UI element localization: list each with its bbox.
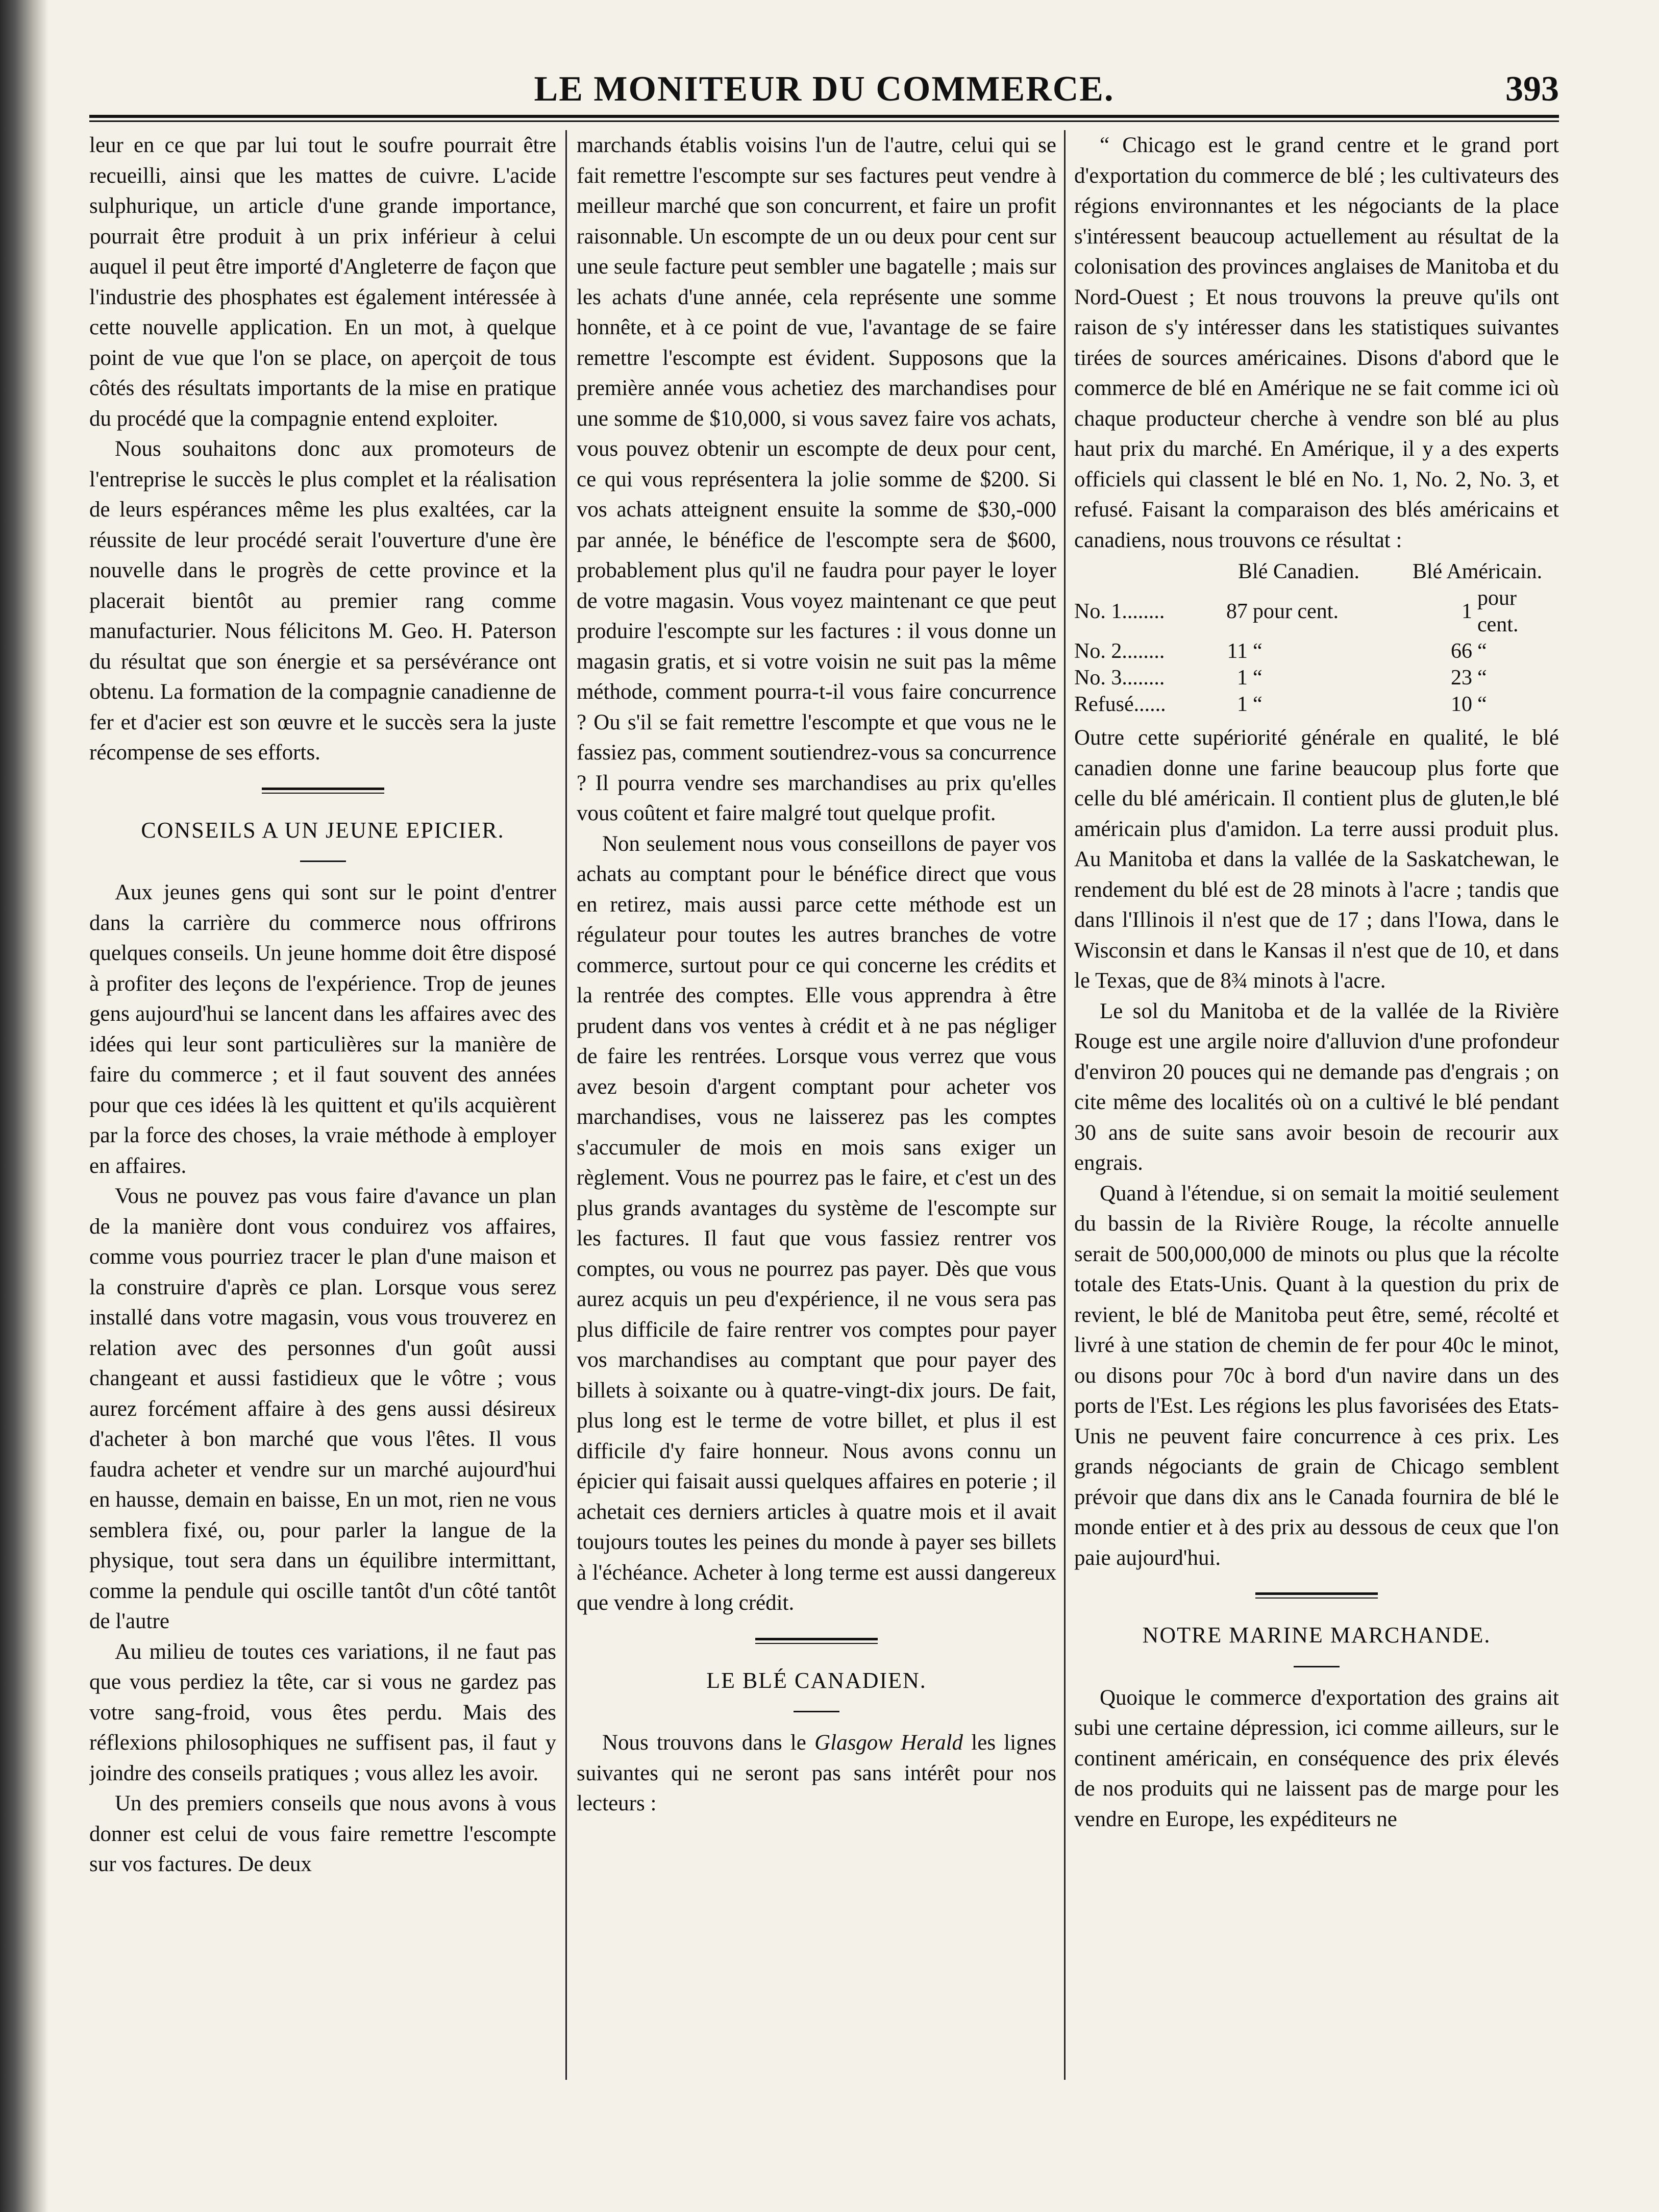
- text-run: minots à l'acre.: [1248, 969, 1386, 993]
- scanned-page-edge: [0, 0, 48, 2212]
- grain-table-body: [1074, 585, 1559, 718]
- page-number: 393: [1505, 69, 1559, 109]
- text-run: les lignes suivantes qui ne seront pas sans intérêt pour nos lecteurs :: [577, 1731, 1056, 1815]
- american-unit: “: [1477, 666, 1487, 690]
- canadian-value: 1: [1237, 693, 1248, 716]
- paragraph: Nous souhaitons donc aux promoteurs de l'entreprise le succès le plus complet et la réalisation de leurs espérances même les plus exaltées, car la réussite de leur procédé serait l'ouverture d'une ère nouvelle dans le progrès de cette province et la placerait bientôt au premier rang comme manufacturier. Nous félicitons M. Geo. H. Paterson du résultat que son énergie et sa persévérance ont obtenu. La formation de la compagnie canadienne de fer et d'acier est son œuvre et le succès sera la juste récompense de ses efforts.: [89, 437, 556, 765]
- column-divider: [1064, 130, 1066, 2080]
- text-run: Nous trouvons dans le: [602, 1731, 815, 1755]
- row-label: No. 2........: [1074, 640, 1165, 663]
- row-label: No. 3........: [1074, 666, 1165, 690]
- section-rule: [262, 788, 384, 794]
- canadian-value: 87: [1226, 600, 1248, 623]
- american-value: 10: [1451, 693, 1472, 716]
- table-header-spacer: [1074, 558, 1202, 585]
- american-unit: “: [1477, 640, 1487, 663]
- article-heading-block: [1074, 1592, 1559, 1667]
- row-label: Refusé......: [1074, 693, 1166, 716]
- paragraph: [1074, 723, 1559, 996]
- paragraph: Quand à l'étendue, si on semait la moitié seulement du bassin de la Rivière Rouge, la récolte annuelle serait de 500,000,000 de minots ou plus que la récolte totale des Etats-Unis. Quant à la question du prix de revient, le blé de Manitoba peut être, semé, récolté et livré à une station de chemin de fer pour 40c le minot, ou disons pour 70c à bord d'un navire dans un des ports de l'Est. Les régions les plus favorisées des Etats-Unis ne peuvent faire concurrence à ces prix. Les grands négociants de grain de Chicago semblent prévoir que dans dix ans le Canada fournira de blé le monde entier et à des prix au dessous de ceux que l'on paie aujourd'hui.: [1074, 1181, 1559, 1570]
- american-unit: pour cent.: [1477, 586, 1519, 636]
- table-row: [1074, 691, 1559, 718]
- fraction: 8¾: [1220, 969, 1248, 993]
- canadian-unit: “: [1253, 666, 1262, 690]
- paragraph: Au milieu de toutes ces variations, il ne faut pas que vous perdiez la tête, car si vous ne gardez pas votre sang-froid, vous êtes perdu. Mais des réflexions philosophiques ne suffisent pas, il faut y joindre des conseils pratiques ; vous allez les avoir.: [89, 1639, 556, 1785]
- column-divider: [565, 130, 567, 2080]
- heading-rule: [794, 1711, 839, 1712]
- paragraph: Le sol du Manitoba et de la vallée de la Rivière Rouge est une argile noire d'alluvion d'une profondeur d'environ 20 pouces qui ne demande pas d'engrais ; on cite même des localités où on a cultivé le blé pendant 30 ans de suite sans avoir besoin de recourir aux engrais.: [1074, 999, 1559, 1175]
- table-header-row: [1074, 558, 1559, 585]
- american-unit: “: [1477, 693, 1487, 716]
- heading-rule: [1294, 1666, 1340, 1667]
- column-middle: [577, 130, 1056, 2080]
- heading-rule: [300, 861, 346, 862]
- canadian-unit: “: [1253, 693, 1262, 716]
- paragraph: Aux jeunes gens qui sont sur le point d'entrer dans la carrière du commerce nous offrirons quelques conseils. Un jeune homme doit être disposé à profiter des leçons de l'expérience. Trop de jeunes gens aujourd'hui se lancent dans les affaires avec des idées qui leur sont particulières sur la manière de faire du commerce ; et il faut souvent des années pour que ces idées là les quittent et qu'ils acquièrent par la force des choses, la vraie méthode à employer en affaires.: [89, 880, 556, 1178]
- canadian-unit: pour cent.: [1253, 600, 1339, 623]
- table-row: [1074, 665, 1559, 691]
- paragraph: Quoique le commerce d'exportation des grains ait subi une certaine dépression, ici comme ailleurs, sur le continent américain, en conséquence des prix élevés de nos produits qui ne laissent pas de marge pour les vendre en Europe, les expéditeurs ne: [1074, 1685, 1559, 1831]
- header-rule: [89, 115, 1559, 122]
- table-row: [1074, 638, 1559, 665]
- paragraph: Vous ne pouvez pas vous faire d'avance un plan de la manière dont vous conduirez vos affaires, comme vous pourriez tracer le plan d'une maison et la construire d'après ce plan. Lorsque vous serez installé dans votre magasin, vous vous trouverez en relation avec des personnes d'un goût aussi changeant et aussi fastidieux que le vôtre ; vous aurez forcément affaire à des gens aussi désireux d'acheter à bon marché que vous l'êtes. Il vous faudra acheter et vendre sur un marché aujourd'hui en hausse, demain en baisse, En un mot, rien ne vous semblera fixé, ou, pour parler la langue de la physique, tout sera dans un équilibre intermittant, comme la pendule qui oscille tantôt d'un côté tantôt de l'autre: [89, 1184, 556, 1633]
- table-header-american: Blé Américain.: [1412, 560, 1543, 583]
- column-right: [1074, 130, 1559, 2080]
- article-heading-block: [577, 1638, 1056, 1713]
- table-header-canadian: Blé Canadien.: [1238, 560, 1359, 583]
- publication-name: Glasgow Herald: [814, 1731, 963, 1755]
- article-heading: NOTRE MARINE MARCHANDE.: [1142, 1623, 1491, 1648]
- canadian-unit: “: [1253, 640, 1262, 663]
- article-heading: CONSEILS A UN JEUNE EPICIER.: [141, 817, 505, 843]
- canadian-value: 11: [1227, 640, 1248, 663]
- grain-grade-table: [1074, 558, 1559, 718]
- canadian-value: 1: [1237, 666, 1248, 690]
- article-heading-block: [89, 788, 556, 863]
- page-header: [89, 64, 1559, 110]
- column-left: [89, 130, 556, 2080]
- paragraph: Un des premiers conseils que nous avons à vous donner est celui de vous faire remettre l'escompte sur vos factures. De deux: [89, 1791, 556, 1876]
- american-value: 23: [1451, 666, 1472, 690]
- paragraph: marchands établis voisins l'un de l'autre, celui qui se fait remettre l'escompte sur ses factures peut vendre à meilleur marché que son concurrent, et faire un profit raisonnable. Un escompte de un ou deux pour cent sur une seule facture peut sembler une bagatelle ; mais sur les achats d'une année, cela représente une somme honnête, et à ce point de vue, l'avantage de se faire remettre l'escompte est évident. Supposons que la première année vous achetiez des marchandises pour une somme de $10,000, si vous savez faire vos achats, vous pouvez obtenir un escompte de deux pour cent, ce qui vous représentera la jolie somme de $200. Si vos achats atteignent ensuite la somme de $30,-000 par année, le bénéfice de l'escompte sera de $600, probablement plus qu'il ne faudra pour payer le loyer de votre magasin. Vous voyez maintenant ce que peut produire l'escompte sur les factures : il vous donne un magasin gratis, et si votre voisin ne suit pas la même méthode, comment pourra-t-il vous faire concurrence ? Ou s'il se fait remettre l'escompte et que vous ne le fassiez pas, comment soutiendrez-vous sa concurrence ? Il pourra vendre ses marchandises au prix qu'elles vous coûtent et faire malgré tout quelque profit.: [577, 133, 1056, 825]
- paragraph: [577, 1728, 1056, 1819]
- american-value: 1: [1462, 600, 1472, 623]
- paragraph: “ Chicago est le grand centre et le grand port d'exportation du commerce de blé ; les cultivateurs des régions environnantes et les négociants de la place s'intéressent beaucoup actuellement au résultat de la colonisation des provinces anglaises de Manitoba et du Nord-Ouest ; Et nous trouvons la preuve qu'ils ont raison de s'y intéresser dans les statistiques suivantes tirées de sources américaines. Disons d'abord que le commerce de blé en Amérique ne se fait comme ici où chaque producteur cherche à vendre son blé au plus haut prix du marché. En Amérique, il y a des experts officiels qui classent le blé en No. 1, No. 2, No. 3, et refusé. Faisant la comparaison des blés américains et canadiens, nous trouvons ce résultat :: [1074, 133, 1559, 552]
- row-label: No. 1........: [1074, 600, 1165, 623]
- article-heading: LE BLÉ CANADIEN.: [706, 1667, 927, 1693]
- section-rule: [1255, 1592, 1378, 1599]
- american-value: 66: [1451, 640, 1472, 663]
- table-row: [1074, 585, 1559, 638]
- running-title: LE MONITEUR DU COMMERCE.: [534, 69, 1115, 109]
- text-run: Outre cette supériorité générale en qualité, le blé canadien donne une farine beaucoup plus forte que celle du blé américain. Il contient plus de gluten,le blé américain plus d'amidon. La terre aussi produit plus. Au Manitoba et dans la vallée de la Saskatchewan, le rendement du blé est de 28 minots à l'acre ; tandis que dans l'Illinois il n'est que de 17 ; dans l'Iowa, dans le Wisconsin et dans le Kansas il n'est que de 10, et dans le Texas, que de: [1074, 726, 1559, 993]
- paragraph: leur en ce que par lui tout le soufre pourrait être recueilli, ainsi que les mattes de cuivre. L'acide sulphurique, un article d'une grande importance, pourrait être produit à un prix inférieur à celui auquel il peut être importé d'Angleterre de façon que l'industrie des phosphates est également intéressée à cette nouvelle application. En un mot, à quelque point de vue que l'on se place, on aperçoit de tous côtés des résultats importants de la mise en pratique du procédé que la compagnie entend exploiter.: [89, 133, 556, 431]
- section-rule: [755, 1638, 878, 1644]
- paragraph: Non seulement nous vous conseillons de payer vos achats au comptant pour le bénéfice direct que vous en retirez, mais aussi parce cette méthode est un régulateur pour toutes les autres branches de votre commerce, surtout pour ce qui concerne les crédits et la rentrée des comptes. Elle vous apprendra à être prudent dans vos ventes à crédit et à ne pas négliger de faire les rentrées. Lorsque vous verrez que vous avez besoin d'argent comptant pour acheter vos marchandises, vous ne laisserez pas les comptes s'accumuler de mois en mois sans exiger un règlement. Vous ne pourrez pas le faire, et c'est un des plus grands avantages du système de l'escompte sur les factures. Il faut que vous fassiez rentrer vos comptes, ou vous ne pourrez pas payer. Dès que vous aurez acquis un peu d'expérience, il ne vous sera pas plus difficile de faire rentrer vos comptes pour payer vos marchandises au comptant que pour payer des billets à soixante ou à quatre-vingt-dix jours. De fait, plus long est le terme de votre billet, et plus il est difficile d'y faire honneur. Nous avons connu un épicier qui faisait aussi quelques affaires en poterie ; il achetait ces derniers articles à quatre mois et il avait toujours toutes les peines du monde à payer ses billets à l'échéance. Acheter à long terme est aussi dangereux que vendre à long crédit.: [577, 831, 1056, 1615]
